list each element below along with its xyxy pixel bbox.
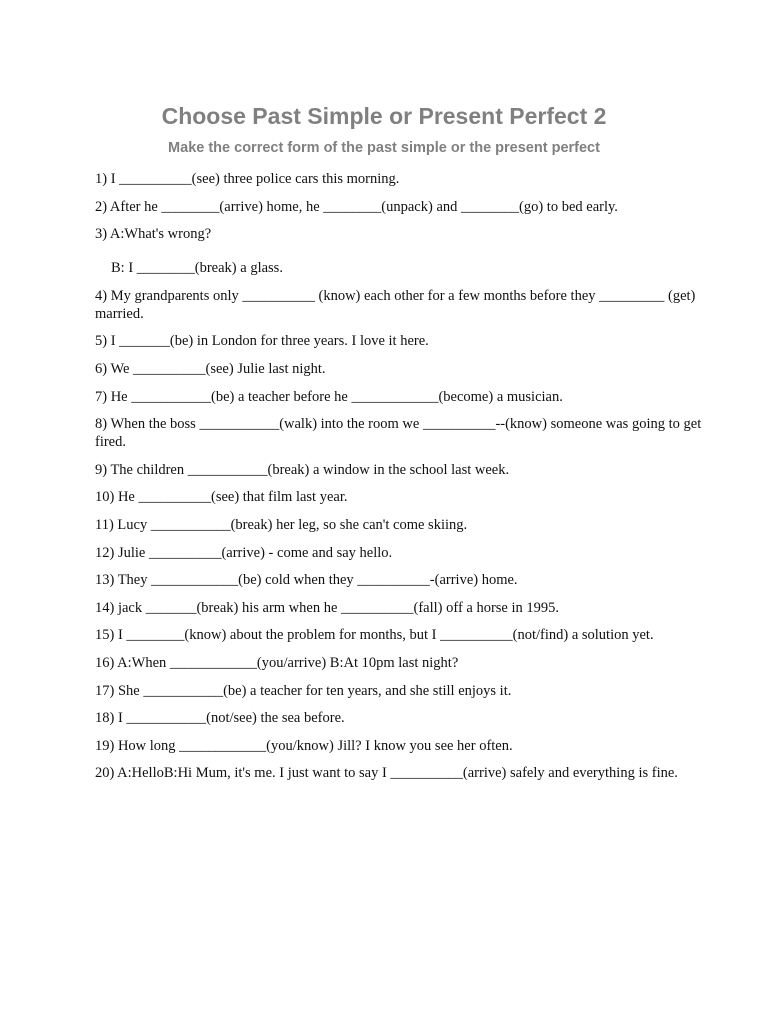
question-17: 17) She ___________(be) a teacher for ten years, and she still enjoys it. [95,682,512,699]
question-7: 7) He ___________(be) a teacher before he ____________(become) a musician. [95,388,563,405]
question-19: 19) How long ____________(you/know) Jill? I know you see her often. [95,737,513,754]
worksheet-subtitle: Make the correct form of the past simple or the present perfect [168,140,600,156]
question-16: 16) A:When ____________(you/arrive) B:At 10pm last night? [95,654,459,671]
question-13: 13) They ____________(be) cold when they __________-(arrive) home. [95,572,518,589]
question-3b: B: I ________(break) a glass. [111,260,283,277]
question-10: 10) He __________(see) that film last year. [95,489,348,506]
question-14: 14) jack _______(break) his arm when he __________(fall) off a horse in 1995. [95,599,560,616]
question-4: 4) My grandparents only __________ (know) each other for a few months before they _________ (get) married. [95,287,696,322]
question-5: 5) I _______(be) in London for three years. I love it here. [95,333,429,350]
question-11: 11) Lucy ___________(break) her leg, so she can't come skiing. [95,516,468,533]
worksheet-title: Choose Past Simple or Present Perfect 2 [161,103,607,129]
question-12: 12) Julie __________(arrive) - come and say hello. [95,544,393,561]
question-18: 18) I ___________(not/see) the sea before. [95,710,345,727]
question-6: 6) We __________(see) Julie last night. [95,360,326,377]
question-15: 15) I ________(know) about the problem for months, but I __________(not/find) a solution yet. [95,627,654,644]
question-3a: 3) A:What's wrong? [95,226,212,243]
question-8: 8) When the boss ___________(walk) into the room we __________--(know) someone was going to get fired. [95,416,702,451]
question-9: 9) The children ___________(break) a window in the school last week. [95,461,510,478]
question-1: 1) I __________(see) three police cars this morning. [95,171,400,187]
question-2: 2) After he ________(arrive) home, he ________(unpack) and ________(go) to bed early. [95,198,618,215]
question-20: 20) A:HelloB:Hi Mum, it's me. I just want to say I __________(arrive) safely and everything is fine. [95,765,678,782]
question-list [95,170,707,792]
